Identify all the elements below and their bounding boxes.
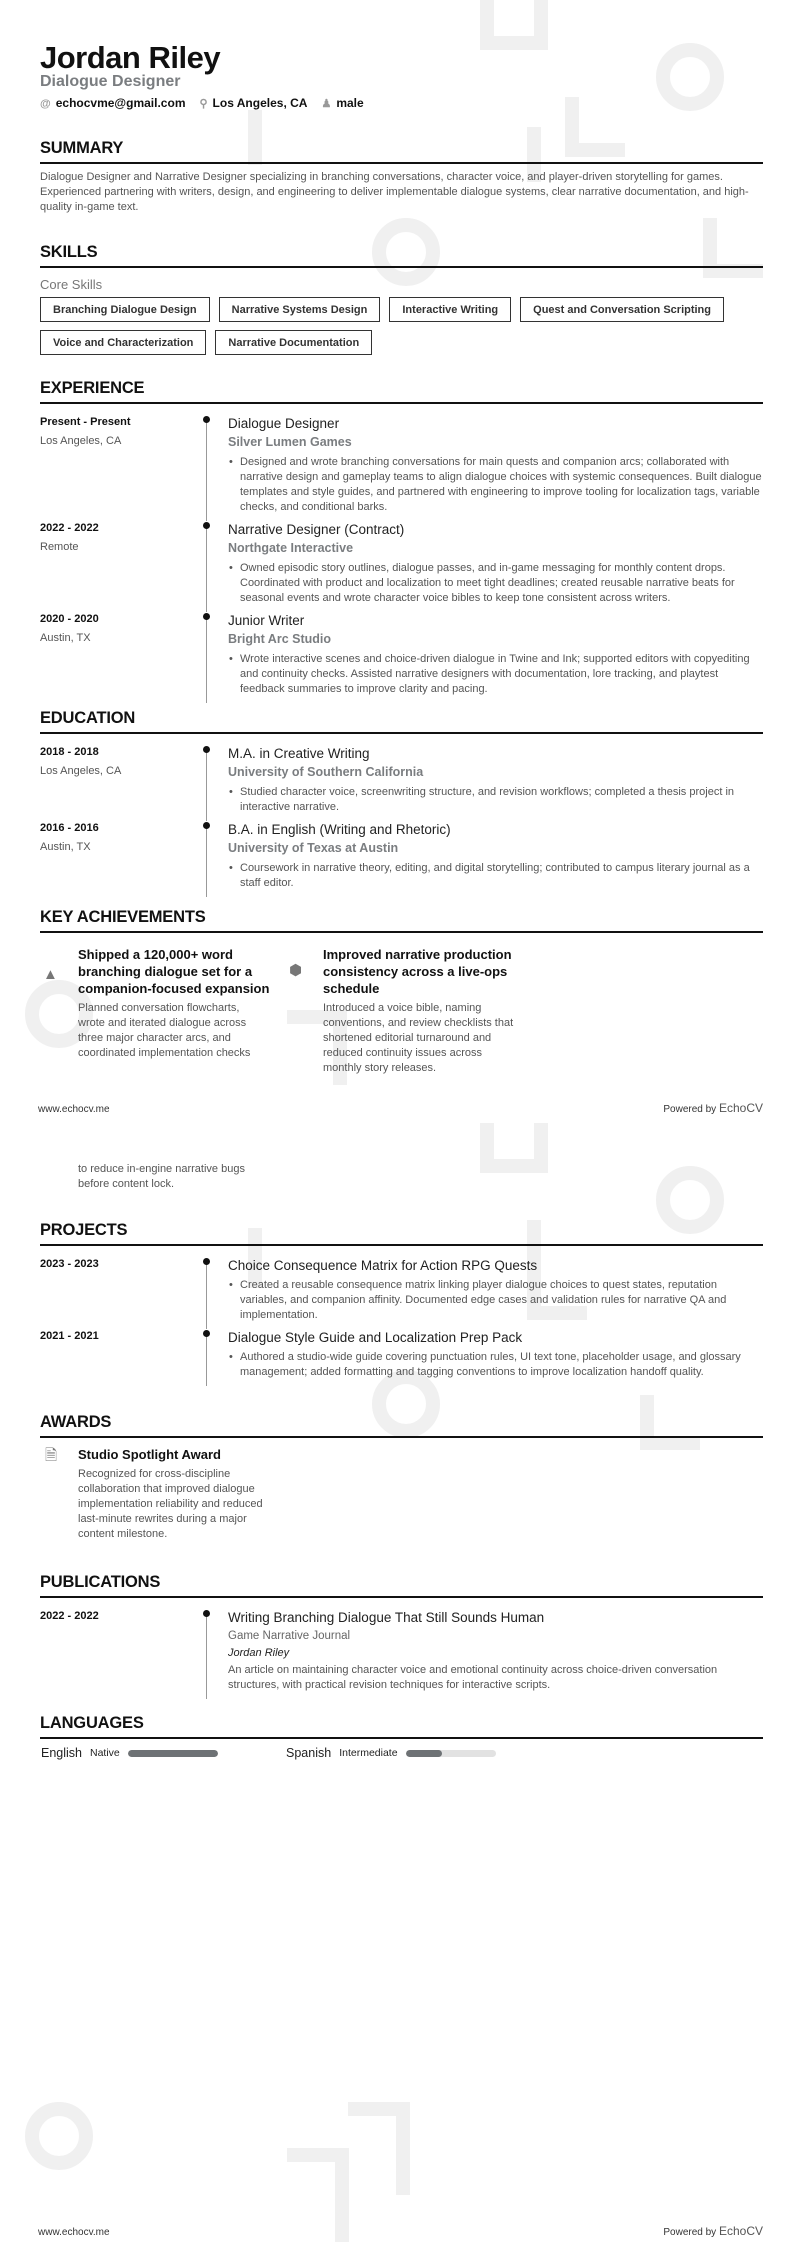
section-heading: SUMMARY — [40, 139, 763, 164]
section-heading: SKILLS — [40, 243, 763, 268]
publications-section — [40, 1573, 763, 1699]
language-item — [41, 1746, 218, 1760]
section-heading: LANGUAGES — [40, 1714, 763, 1739]
entry-location: Los Angeles, CA — [40, 435, 122, 447]
candidate-name: Jordan Riley — [40, 40, 221, 75]
publication-desc: An article on maintaining character voice and emotional continuity across choice-driven conversation structures, with practical revision techniques for interactive scripts. — [228, 1664, 718, 1691]
location-pin-icon: ⚲ — [199, 98, 208, 110]
awards-section — [40, 1413, 763, 1438]
footer-site[interactable]: www.echocv.me — [38, 2227, 110, 2238]
watermark-shape — [287, 2148, 349, 2242]
footer-site[interactable]: www.echocv.me — [38, 1104, 110, 1115]
contact-email[interactable]: @ echocvme@gmail.com — [40, 96, 186, 110]
timeline-line — [206, 1613, 207, 1699]
entry-title: Dialogue Designer — [228, 416, 340, 431]
watermark-ring — [656, 43, 724, 111]
timeline-dot — [203, 1610, 210, 1617]
entry-date: Present - Present — [40, 416, 131, 428]
entry-date: 2023 - 2023 — [40, 1258, 99, 1270]
language-proficiency-fill — [128, 1750, 218, 1757]
at-icon: @ — [40, 98, 51, 110]
language-name: English — [41, 1746, 82, 1760]
language-proficiency-bar — [406, 1750, 496, 1757]
languages-section — [40, 1714, 763, 1739]
entry-title: B.A. in English (Writing and Rhetoric) — [228, 822, 451, 837]
entry-date: 2018 - 2018 — [40, 746, 99, 758]
watermark-shape — [348, 2102, 410, 2195]
entry-school: University of Southern California — [228, 765, 424, 779]
project-entry — [40, 1329, 763, 1386]
language-name: Spanish — [286, 1746, 332, 1760]
skill-tag: Narrative Documentation — [215, 330, 372, 355]
entry-location: Austin, TX — [40, 841, 91, 853]
projects-section — [40, 1221, 763, 1386]
publication-title: Writing Branching Dialogue That Still Sounds Human — [228, 1610, 545, 1625]
footer-powered: Powered by EchoCV — [663, 1101, 763, 1115]
experience-entry — [40, 415, 763, 521]
award-title: Studio Spotlight Award — [78, 1447, 221, 1462]
entry-date: 2016 - 2016 — [40, 822, 99, 834]
person-icon: ♟ — [321, 98, 332, 110]
entry-company: Bright Arc Studio — [228, 632, 332, 646]
skill-tags — [40, 297, 760, 355]
education-entry — [40, 745, 763, 821]
timeline-line — [206, 1261, 207, 1329]
entry-bullet: • Owned episodic story outlines, dialogue passes, and in-game messaging for monthly content drops. Coordinated with product and localization to meet tight deadlines; created reusable narrative beats for seasonal events and wrote character voice bibles to keep tone consistent across writers. — [228, 561, 763, 606]
achievement-desc-continued: to reduce in-engine narrative bugs before content lock. — [78, 1163, 245, 1190]
contact-location: ⚲ Los Angeles, CA — [199, 96, 308, 110]
entry-bullet: • Coursework in narrative theory, editing, and digital storytelling; contributed to campus literary journal as a staff editor. — [228, 861, 763, 891]
timeline-dot — [203, 822, 210, 829]
entry-bullet: • Wrote interactive scenes and choice-driven dialogue in Twine and Ink; supported editors with copyediting and continuity checks. Assisted narrative designers with documentation, lore tracking, and playtest feedback summaries to improve clarity and pacing. — [228, 652, 763, 697]
skill-tag: Branching Dialogue Design — [40, 297, 210, 322]
skills-section — [40, 243, 763, 355]
experience-section — [40, 379, 763, 703]
entry-company: Silver Lumen Games — [228, 435, 352, 449]
timeline-dot — [203, 1258, 210, 1265]
achievement-title: Shipped a 120,000+ word branching dialogue set for a companion-focused expansion — [78, 947, 270, 996]
entry-date: 2022 - 2022 — [40, 522, 99, 534]
entry-location: Remote — [40, 541, 79, 553]
entry-date: 2020 - 2020 — [40, 613, 99, 625]
timeline-dot — [203, 1330, 210, 1337]
publication-publisher: Game Narrative Journal — [228, 1630, 351, 1642]
section-heading: EXPERIENCE — [40, 379, 763, 404]
watermark-shape — [480, 1123, 548, 1173]
summary-text: Dialogue Designer and Narrative Designer specializing in branching conversations, character voice, and player-driven storytelling for games. Experienced partnering with writers, design, and engineering to deliver implementable dialogue systems, clear narrative documentation, and high-quality in-game text. — [40, 171, 749, 213]
achievement-desc: Introduced a voice bible, naming conventions, and review checklists that shortened editorial turnaround and reduced continuity issues across monthly story releases. — [323, 1002, 514, 1074]
section-heading: EDUCATION — [40, 709, 763, 734]
skill-tag: Voice and Characterization — [40, 330, 206, 355]
award-item — [45, 1446, 278, 1542]
education-entry — [40, 821, 763, 897]
timeline-dot — [203, 746, 210, 753]
achievement-title: Improved narrative production consistency across a live-ops schedule — [323, 947, 512, 996]
entry-title: Junior Writer — [228, 613, 305, 628]
entry-company: Northgate Interactive — [228, 541, 354, 555]
award-desc: Recognized for cross-discipline collaboration that improved dialogue implementation reliability and reduced last-minute rewrites during a major content milestone. — [78, 1468, 263, 1540]
skill-group-label: Core Skills — [40, 277, 103, 292]
project-entry — [40, 1257, 763, 1329]
entry-title: Dialogue Style Guide and Localization Prep Pack — [228, 1330, 523, 1345]
achievement-item — [43, 946, 293, 1061]
contact-gender: ♟ male — [321, 96, 364, 110]
brand-name: EchoCV — [718, 1101, 763, 1115]
candidate-title: Dialogue Designer — [40, 73, 181, 90]
skill-tag: Narrative Systems Design — [219, 297, 381, 322]
timeline-dot — [203, 613, 210, 620]
publication-author: Jordan Riley — [228, 1647, 290, 1659]
experience-entry — [40, 612, 763, 703]
entry-date: 2022 - 2022 — [40, 1610, 99, 1622]
section-heading: KEY ACHIEVEMENTS — [40, 908, 763, 933]
brand-name: EchoCV — [718, 2224, 763, 2238]
document-icon: 🗎 — [45, 1447, 58, 1464]
language-proficiency-fill — [406, 1750, 442, 1757]
timeline-line — [206, 749, 207, 821]
language-item — [286, 1746, 496, 1760]
entry-school: University of Texas at Austin — [228, 841, 399, 855]
experience-entry — [40, 521, 763, 612]
entry-bullet: • Authored a studio-wide guide covering punctuation rules, UI text tone, placeholder usage, and glossary management; added formatting and tagging conventions to improve localization handoff quality. — [228, 1350, 763, 1380]
entry-location: Austin, TX — [40, 632, 91, 644]
entry-title: Choice Consequence Matrix for Action RPG Quests — [228, 1258, 538, 1273]
entry-location: Los Angeles, CA — [40, 765, 122, 777]
timeline-line — [206, 525, 207, 612]
section-heading: AWARDS — [40, 1413, 763, 1438]
language-proficiency-bar — [128, 1750, 218, 1757]
entry-title: Narrative Designer (Contract) — [228, 522, 405, 537]
education-section — [40, 709, 763, 897]
watermark-shape — [480, 0, 548, 50]
timeline-line — [206, 1333, 207, 1386]
skill-tag: Quest and Conversation Scripting — [520, 297, 724, 322]
watermark-ring — [25, 2102, 93, 2170]
entry-date: 2021 - 2021 — [40, 1330, 99, 1342]
language-level: Native — [90, 1747, 120, 1759]
footer-powered: Powered by EchoCV — [663, 2224, 763, 2238]
entry-bullet: • Designed and wrote branching conversations for main quests and companion arcs; collaborated with narrative design and gameplay teams to align dialogue choices with systemic consequences. Built dialogue templates and style guides, and partnered with engineering to improve tooling for localization tags, variable checks, and conditional barks. — [228, 455, 763, 515]
timeline-line — [206, 825, 207, 897]
entry-bullet: • Created a reusable consequence matrix linking player dialogue choices to quest states, reputation variables, and companion affinity. Documented edge cases and validation rules for narrative QA and implementation. — [228, 1278, 763, 1323]
publication-entry — [40, 1609, 763, 1699]
skill-tag: Interactive Writing — [389, 297, 511, 322]
timeline-dot — [203, 416, 210, 423]
cube-icon: ⬢ — [289, 962, 303, 979]
summary-section — [40, 139, 763, 215]
achievements-section — [40, 908, 763, 933]
contact-info — [40, 96, 364, 110]
timeline-line — [206, 419, 207, 521]
entry-bullet: • Studied character voice, screenwriting structure, and revision workflows; completed a thesis project in interactive narrative. — [228, 785, 763, 815]
section-heading: PUBLICATIONS — [40, 1573, 763, 1598]
timeline-line — [206, 616, 207, 703]
section-heading: PROJECTS — [40, 1221, 763, 1246]
achievement-desc: Planned conversation flowcharts, wrote and iterated dialogue across three major character arcs, and coordinated implementation checks — [78, 1002, 251, 1059]
achievement-item — [289, 946, 523, 1076]
entry-title: M.A. in Creative Writing — [228, 746, 370, 761]
language-level: Intermediate — [339, 1747, 398, 1759]
timeline-dot — [203, 522, 210, 529]
cake-icon: ▲ — [43, 966, 58, 983]
